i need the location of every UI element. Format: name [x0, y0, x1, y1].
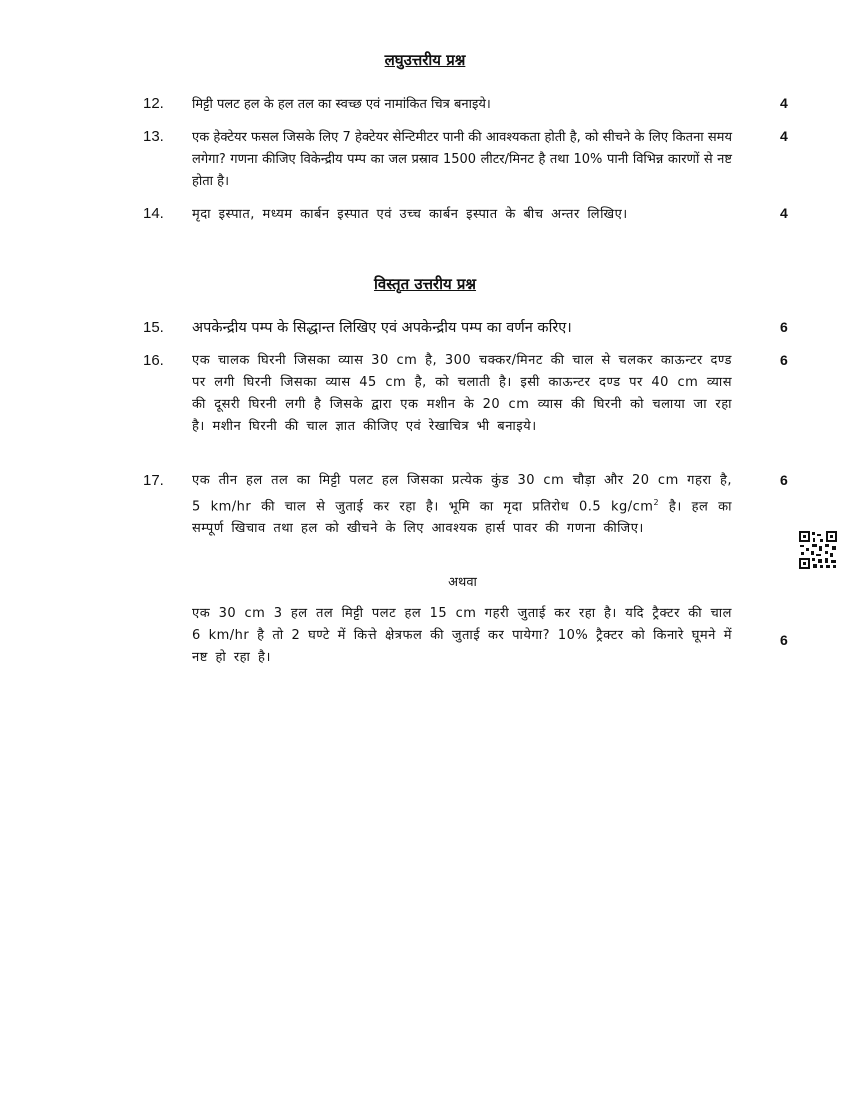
question-17-superscript: 2 [653, 498, 660, 507]
question-16-text: एक चालक घिरनी जिसका व्यास 30 cm है, 300 चक्कर/मिनट की चाल से चलकर काऊन्टर दण्ड पर लगी घिरनी जिसका व्यास 45 cm है, को चलाती है। इसी काऊन्टर दण्ड पर 40 cm व्यास की दूसरी घिरनी लगी है जिसके द्वारा एक मशीन के 20 cm व्यास की घिरनी को चलाया जा रहा है। मशीन घिरनी की चाल ज्ञात कीजिए एवं रेखाचित्र भी बनाइये। [192, 353, 732, 434]
short-answer-heading: लघुउत्तरीय प्रश्न [384, 51, 466, 69]
question-14-number: 14. [143, 205, 164, 222]
question-16-marks: 6 [780, 352, 788, 368]
or-label: अथवा [448, 575, 477, 590]
question-13-marks: 4 [780, 128, 788, 144]
question-17-text [192, 470, 732, 540]
question-17-number: 17. [143, 472, 164, 489]
question-17-text-part2: है। हल का सम्पूर्ण खिचाव तथा हल को खीचने के लिए आवश्यक हार्स पावर की गणना कीजिए। [192, 499, 732, 537]
question-14-text: मृदा इस्पात, मध्यम कार्बन इस्पात एवं उच्च कार्बन इस्पात के बीच अन्तर लिखिए। [192, 207, 628, 222]
question-12-text: मिट्टी पलट हल के हल तल का स्वच्छ एवं नामांकित चित्र बनाइये। [192, 97, 491, 112]
alternate-question-marks: 6 [780, 632, 788, 648]
question-13-number: 13. [143, 128, 164, 145]
question-12-number: 12. [143, 95, 164, 112]
question-16-number: 16. [143, 352, 164, 369]
question-15-number: 15. [143, 319, 164, 336]
question-17-text-part1: एक तीन हल तल का मिट्टी पलट हल जिसका प्रत्येक कुंड 30 cm चौड़ा और 20 cm गहरा है, 5 km/hr की चाल से जुताई कर रहा है। भूमि का मृदा प्रतिरोध 0.5 kg/cm [192, 473, 732, 515]
question-14-marks: 4 [780, 205, 788, 221]
qr-code-icon [798, 530, 838, 570]
alternate-question-text: एक 30 cm 3 हल तल मिट्टी पलट हल 15 cm गहरी जुताई कर रहा है। यदि ट्रैक्टर की चाल 6 km/hr है तो 2 घण्टे में कित्ते क्षेत्रफल की जुताई कर पायेगा? 10% ट्रैक्टर को किनारे घूमने में नष्ट हो रहा है। [192, 606, 732, 665]
question-12-marks: 4 [780, 95, 788, 111]
question-15-text: अपकेन्द्रीय पम्प के सिद्धान्त लिखिए एवं अपकेन्द्रीय पम्प का वर्णन करिए। [192, 320, 572, 336]
question-15-marks: 6 [780, 319, 788, 335]
long-answer-heading: विस्तृत उत्तरीय प्रश्न [373, 275, 477, 293]
question-17-marks: 6 [780, 472, 788, 488]
question-13-text: एक हेक्टेयर फसल जिसके लिए 7 हेक्टेयर सेन्टिमीटर पानी की आवश्यकता होती है, को सीचने के लिए कितना समय लगेगा? गणना कीजिए विकेन्द्रीय पम्प का जल प्रस्राव 1500 लीटर/मिनट है तथा 10% पानी विभिन्न कारणों से नष्ट होता है। [192, 130, 732, 189]
